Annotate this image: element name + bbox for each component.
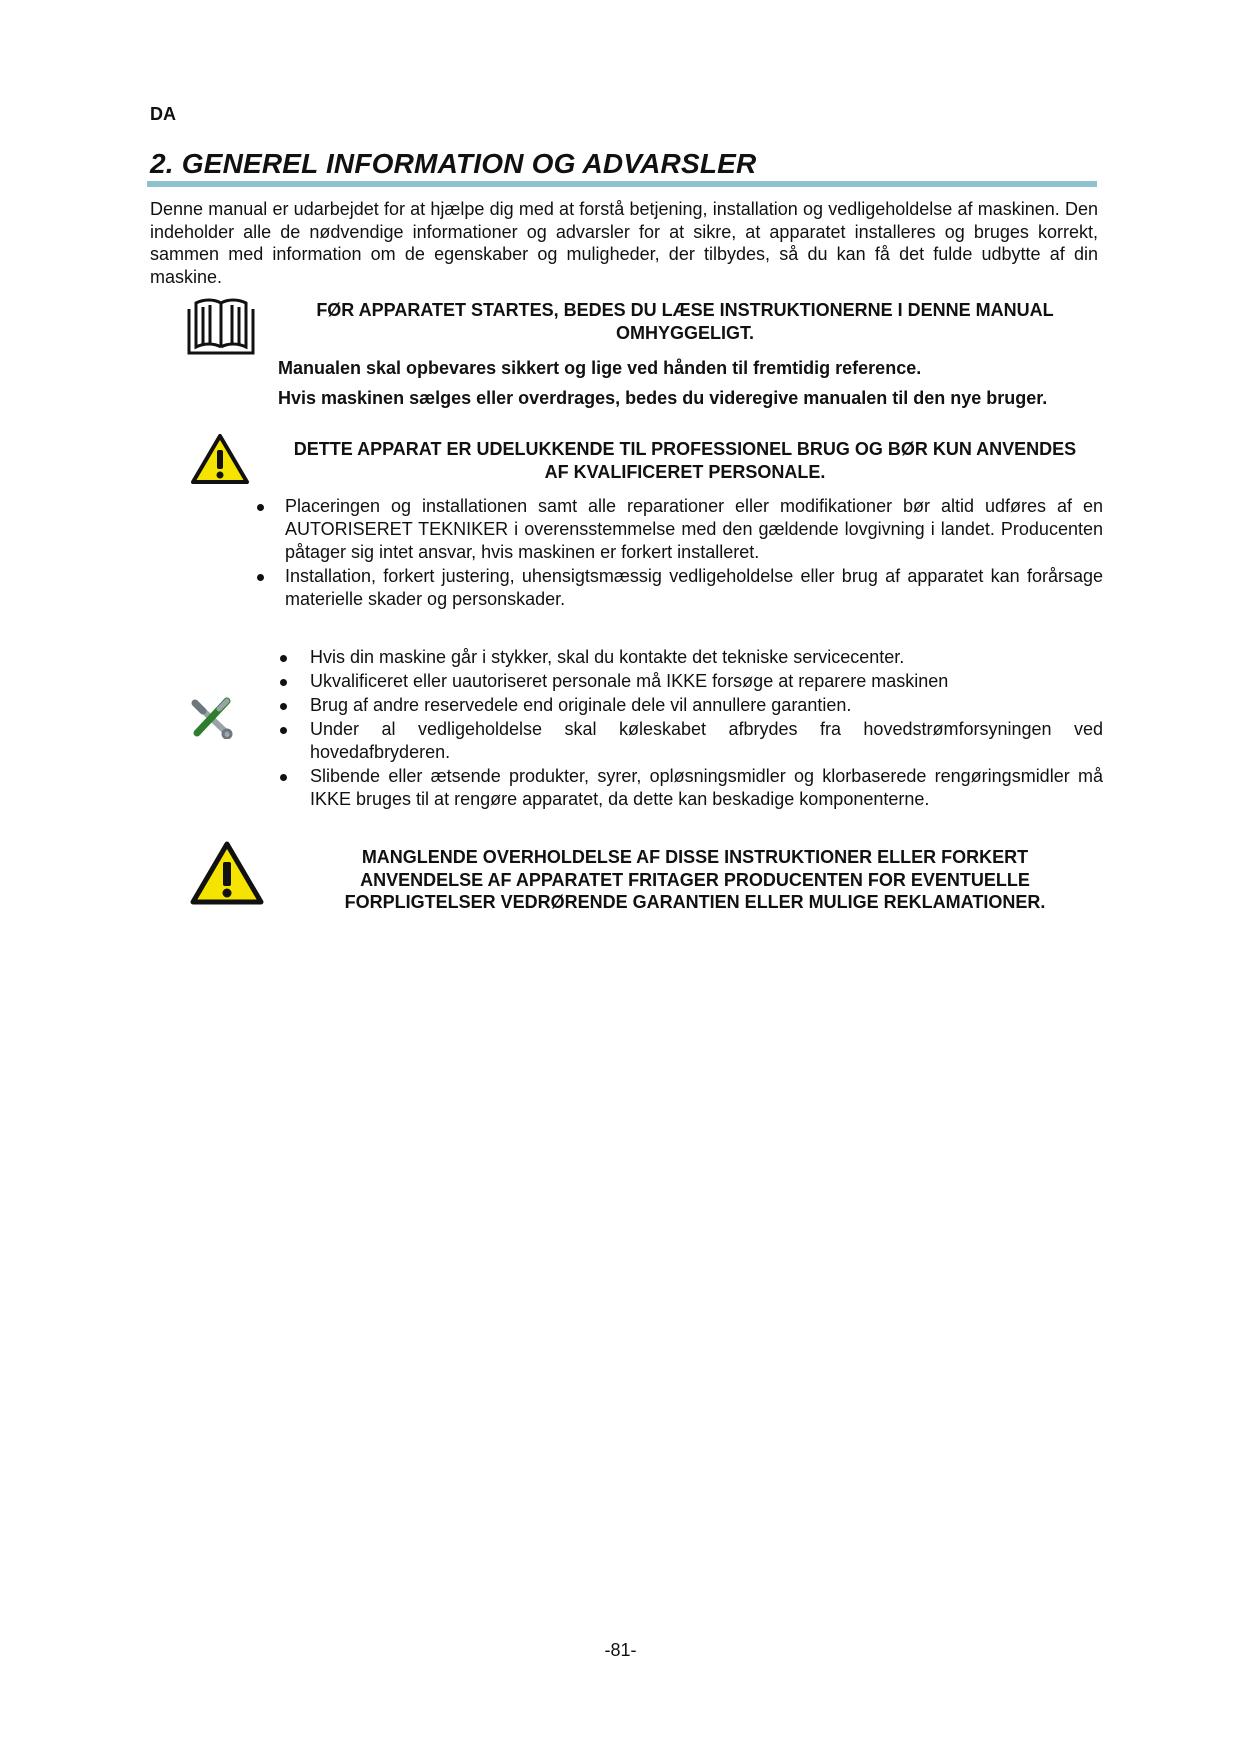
- bullet-icon: [280, 655, 287, 662]
- warning-triangle-icon: [190, 433, 250, 485]
- list-item-text: Placeringen og installationen samt alle reparationer eller modifikationer bør altid udføres af en AUTORISERET TEKNIKER i overensstemmelse med den gældende lovgivning i landet. Producenten påtager sig intet ansvar, hvis maskinen er forkert installeret.: [285, 496, 1103, 562]
- list-item: [310, 718, 1103, 764]
- professional-use-heading: DETTE APPARAT ER UDELUKKENDE TIL PROFESSIONEL BRUG OG BØR KUN ANVENDES AF KVALIFICERET PERSONALE.: [293, 439, 1077, 482]
- list-item: [310, 670, 1103, 693]
- page-number: -81-: [604, 1640, 637, 1660]
- service-warnings-list: [310, 646, 1103, 812]
- installation-warnings-list: [285, 495, 1103, 612]
- list-item-text: Hvis din maskine går i stykker, skal du kontakte det tekniske servicecenter.: [310, 647, 905, 667]
- list-item: [285, 565, 1103, 611]
- wrench-screwdriver-icon: [189, 697, 233, 739]
- manual-transfer-note: Hvis maskinen sælges eller overdrages, bedes du videregive manualen til den nye bruger.: [278, 388, 1048, 408]
- bullet-icon: [257, 574, 264, 581]
- list-item: [310, 646, 1103, 669]
- list-item-text: Installation, forkert justering, uhensigtsmæssig vedligeholdelse eller brug af apparatet kan forårsage materielle skader og personskader.: [285, 566, 1103, 609]
- list-item: [310, 765, 1103, 811]
- language-code: DA: [150, 104, 176, 124]
- intro-paragraph: Denne manual er udarbejdet for at hjælpe dig med at forstå betjening, installation og vedligeholdelse af maskinen. Den indeholder alle de nødvendige informationer og advarsler for at sikre, at apparatet installeres og bruges korrekt, sammen med information om de egenskaber og muligheder, der tilbydes, så du kan få det fulde udbytte af din maskine.: [150, 199, 1098, 287]
- bullet-icon: [280, 679, 287, 686]
- open-book-icon: [186, 297, 256, 355]
- list-item-text: Slibende eller ætsende produkter, syrer, opløsningsmidler og klorbaserede rengøringsmidler må IKKE bruges til at rengøre apparatet, da dette kan beskadige komponenterne.: [310, 766, 1103, 809]
- bullet-icon: [280, 703, 287, 710]
- list-item: [310, 694, 1103, 717]
- title-underline: [147, 181, 1097, 187]
- list-item-text: Under al vedligeholdelse skal køleskabet afbrydes fra hovedstrømforsyningen ved hovedafbryderen.: [310, 719, 1103, 762]
- manual-storage-note: Manualen skal opbevares sikkert og lige ved hånden til fremtidig reference.: [278, 358, 922, 378]
- list-item-text: Ukvalificeret eller uautoriseret personale må IKKE forsøge at reparere maskinen: [310, 671, 949, 691]
- list-item: [285, 495, 1103, 564]
- section-title: 2. GENEREL INFORMATION OG ADVARSLER: [150, 148, 757, 179]
- bullet-icon: [257, 504, 264, 511]
- bullet-icon: [280, 727, 287, 734]
- warning-triangle-icon: [189, 840, 265, 906]
- bullet-icon: [280, 774, 287, 781]
- manual-heading: FØR APPARATET STARTES, BEDES DU LÆSE INSTRUKTIONERNE I DENNE MANUAL OMHYGGELIGT.: [316, 300, 1054, 343]
- list-item-text: Brug af andre reservedele end originale dele vil annullere garantien.: [310, 695, 852, 715]
- final-warning-text: MANGLENDE OVERHOLDELSE AF DISSE INSTRUKTIONER ELLER FORKERT ANVENDELSE AF APPARATET FRITAGER PRODUCENTEN FOR EVENTUELLE FORPLIGTELSER VEDRØRENDE GARANTIEN ELLER MULIGE REKLAMATIONER.: [344, 847, 1046, 912]
